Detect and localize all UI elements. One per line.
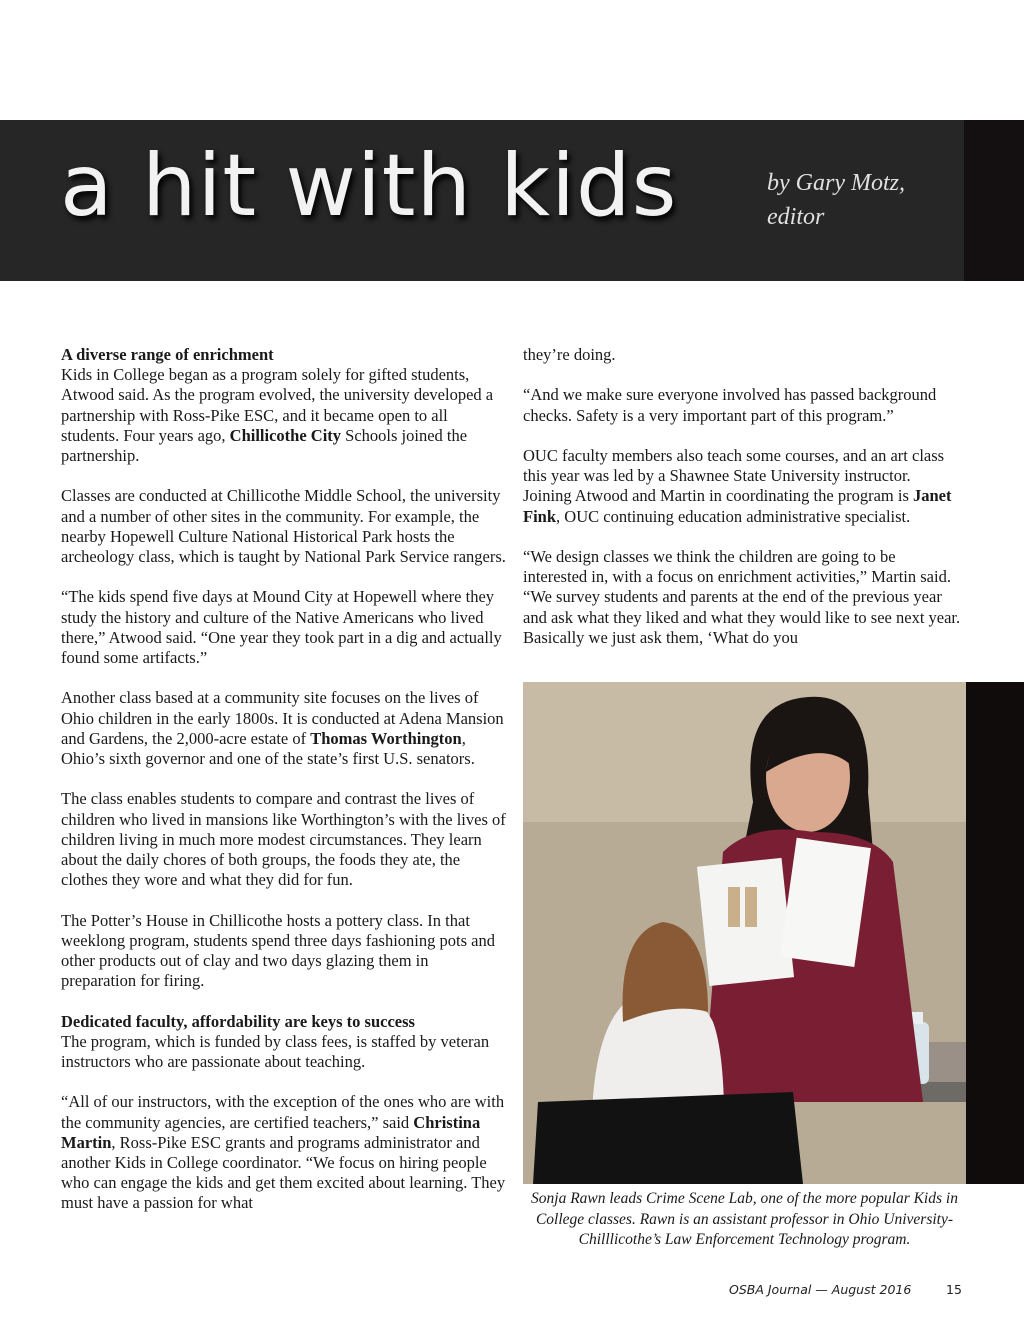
footer-journal: OSBA Journal — August 2016 — [729, 1282, 912, 1297]
paragraph: OUC faculty members also teach some courses, and an art class this year was led by a Shawnee State University instructor. Joining Atwood and Martin in coordinating the program is Janet Fink, OUC continuing education administrative specialist. — [523, 445, 952, 526]
paragraph: they’re doing. — [523, 345, 616, 364]
byline — [767, 166, 905, 234]
section-heading: Dedicated faculty, affordability are keys to success — [61, 1011, 415, 1031]
left-column — [61, 345, 506, 1234]
paragraph: The Potter’s House in Chillicothe hosts a pottery class. In that weeklong program, students spend three days fashioning pots and other products out of clay and two days glazing them in preparation for firing. — [61, 910, 495, 991]
paragraph: Another class based at a community site focuses on the lives of Ohio children in the early 1800s. It is conducted at Adena Mansion and Gardens, the 2,000-acre estate of Thomas Worthington, Ohio’s sixth governor and one of the state’s first U.S. senators. — [61, 688, 504, 769]
photo-illustration — [523, 682, 966, 1184]
paragraph: The class enables students to compare and contrast the lives of children who lived in mansions like Worthington’s with the lives of children living in much more modest circumstances. They learn about the daily chores of both groups, the foods they ate, the clothes they wore and what they did for fun. — [61, 789, 506, 890]
classroom-photo — [523, 682, 966, 1184]
byline-author: by Gary Motz, — [767, 170, 905, 196]
paragraph: Classes are conducted at Chillicothe Middle School, the university and a number of other sites in the community. For example, the nearby Hopewell Culture National Historical Park hosts the archeology class, which is taught by National Park Service rangers. — [61, 486, 506, 567]
photo-caption: Sonja Rawn leads Crime Scene Lab, one of the more popular Kids in College classes. Rawn is an assistant professor in Ohio University-Chilllicothe’s Law Enforcement Technology program. — [531, 1190, 958, 1248]
paragraph: “The kids spend five days at Mound City at Hopewell where they study the history and culture of the Native Americans who lived there,” Atwood said. “One year they took part in a dig and actually found some artifacts.” — [61, 587, 502, 668]
byline-role: editor — [767, 204, 825, 230]
paragraph: The program, which is funded by class fees, is staffed by veteran instructors who are passionate about teaching. — [61, 1031, 490, 1072]
section-heading: A diverse range of enrichment — [61, 345, 274, 364]
banner-edge — [964, 120, 1024, 281]
photo-edge — [966, 682, 1024, 1184]
paragraph: “And we make sure everyone involved has passed background checks. Safety is a very important part of this program.” — [523, 385, 937, 425]
article-title: a hit with kids — [60, 136, 678, 236]
paragraph: Kids in College began as a program solely for gifted students, Atwood said. As the program evolved, the university developed a partnership with Ross-Pike ESC, and it became open to all students. Four years ago, Chillicothe City Schools joined the partnership. — [61, 365, 494, 466]
paragraph: “We design classes we think the children are going to be interested in, with a focus on enrichment activities,” Martin said. “We survey students and parents at the end of the previous year and ask what they liked and what they would like to see next year. Basically we just ask them, ‘What do you — [523, 546, 961, 647]
page-number: 15 — [946, 1282, 962, 1297]
paragraph: “All of our instructors, with the exception of the ones who are with the community agencies, are certified teachers,” said Christina Martin, Ross-Pike ESC grants and programs administrator and another Kids in College coordinator. “We focus on hiring people who can engage the kids and get them excited about learning. They must have a passion for what — [61, 1092, 506, 1213]
right-column — [523, 345, 963, 668]
